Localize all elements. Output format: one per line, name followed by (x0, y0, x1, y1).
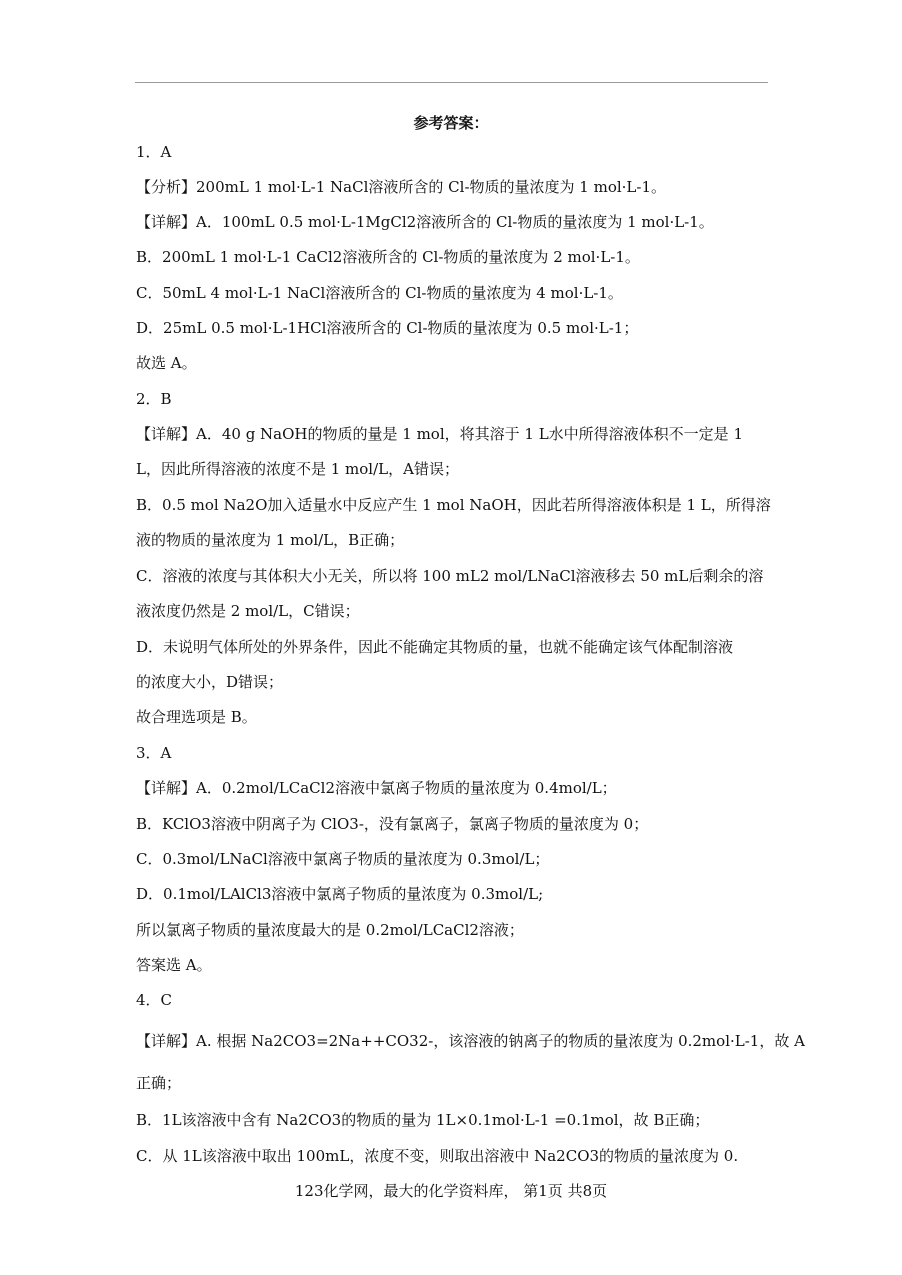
text-line: 2．B (136, 390, 172, 408)
page-footer: 123化学网，最大的化学资料库， 第1页 共8页 (294, 1182, 608, 1200)
text-line: C．从 1L该溶液中取出 100mL，浓度不变，则取出溶液中 Na2CO3的物质的量浓度为 0. (136, 1147, 739, 1165)
text-line: C．0.3mol/LNaCl溶液中氯离子物质的量浓度为 0.3mol/L； (136, 850, 550, 868)
text-line: 故合理选项是 B。 (136, 708, 257, 726)
text-line: 【详解】A. 根据 Na2CO3=2Na++CO32-，该溶液的钠离子的物质的量浓度为 0.2mol·L-1，故 A (136, 1032, 805, 1050)
text-line: 正确； (136, 1074, 182, 1092)
text-line: 4．C (136, 991, 173, 1009)
text-line: D．0.1mol/LAlCl3溶液中氯离子物质的量浓度为 0.3mol/L; (136, 885, 544, 903)
text-line: 【详解】A．0.2mol/LCaCl2溶液中氯离子物质的量浓度为 0.4mol/L； (136, 779, 617, 797)
text-line: B．1L该溶液中含有 Na2CO3的物质的量为 1L×0.1mol·L-1 =0.1mol，故 B正确； (136, 1111, 710, 1129)
text-line: D．未说明气体所处的外界条件，因此不能确定其物质的量，也就不能确定该气体配制溶液 (136, 638, 734, 656)
text-line: 【详解】A．40 g NaOH的物质的量是 1 mol，将其溶于 1 L水中所得溶液体积不一定是 1 (136, 425, 743, 443)
page-title: 参考答案： (413, 114, 489, 132)
text-line: 液浓度仍然是 2 mol/L，C错误； (136, 602, 360, 620)
text-line: 【详解】A．100mL 0.5 mol·L-1MgCl2溶液所含的 Cl-物质的量浓度为 1 mol·L-1。 (136, 213, 714, 231)
text-line: 答案选 A。 (136, 956, 212, 974)
text-line: 【分析】200mL 1 mol·L-1 NaCl溶液所含的 Cl-物质的量浓度为 1 mol·L-1。 (136, 178, 666, 196)
text-line: C．溶液的浓度与其体积大小无关，所以将 100 mL2 mol/LNaCl溶液移去 50 mL后剩余的溶 (136, 567, 764, 585)
text-line: L，因此所得溶液的浓度不是 1 mol/L，A错误； (136, 460, 459, 478)
text-line: 的浓度大小，D错误； (136, 673, 284, 691)
text-line: B．200mL 1 mol·L-1 CaCl2溶液所含的 Cl-物质的量浓度为 2 mol·L-1。 (136, 248, 640, 266)
text-line: 所以氯离子物质的量浓度最大的是 0.2mol/LCaCl2溶液； (136, 921, 524, 939)
text-line: 3．A (136, 744, 172, 762)
text-line: B．KClO3溶液中阴离子为 ClO3-，没有氯离子，氯离子物质的量浓度为 0； (136, 815, 649, 833)
text-line: B．0.5 mol Na2O加入适量水中反应产生 1 mol NaOH，因此若所得溶液体积是 1 L，所得溶 (136, 496, 771, 514)
text-line: C．50mL 4 mol·L-1 NaCl溶液所含的 Cl-物质的量浓度为 4 mol·L-1。 (136, 284, 623, 302)
text-line: 1．A (136, 143, 172, 161)
text-line: D．25mL 0.5 mol·L-1HCl溶液所含的 Cl-物质的量浓度为 0.5 mol·L-1； (136, 319, 639, 337)
text-line: 故选 A。 (136, 354, 197, 372)
header-rule (135, 82, 768, 83)
text-line: 液的物质的量浓度为 1 mol/L，B正确； (136, 531, 405, 549)
